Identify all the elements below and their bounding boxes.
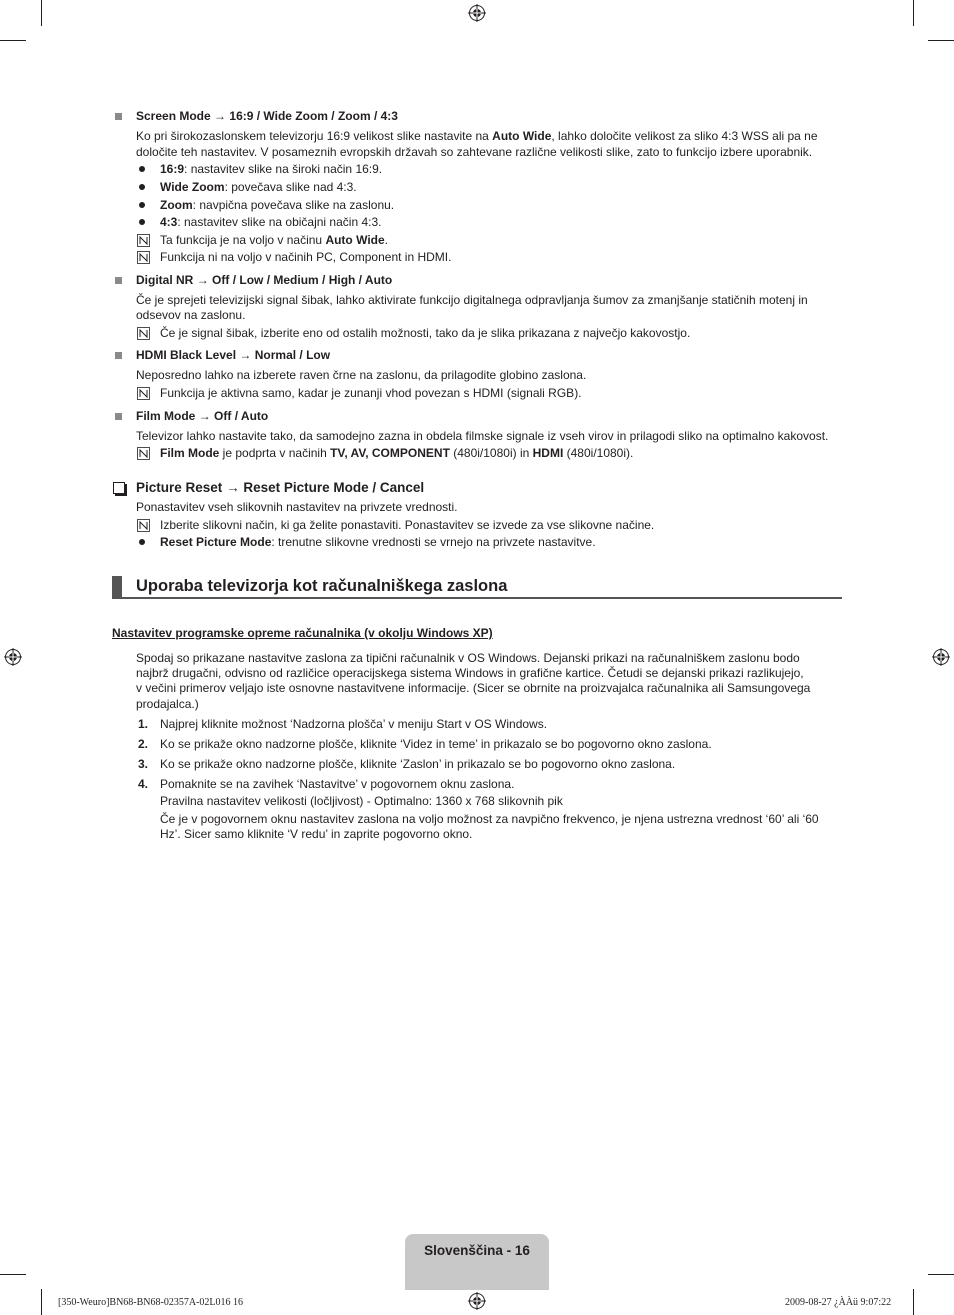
step-text: Najprej kliknite možnost ‘Nadzorna plošča’ v meniju Start v OS Windows.: [160, 717, 548, 731]
step-text: Ko se prikaže okno nadzorne plošče, kliknite ‘Zaslon’ in prikazalo se bo pogovorno okno zaslona.: [160, 757, 676, 771]
step-number: 2.: [138, 737, 149, 751]
note-text: Funkcija je aktivna samo, kadar je zunanji vhod povezan s HDMI (signali RGB).: [160, 386, 582, 400]
section-title: Uporaba televizorja kot računalniškega zaslona: [136, 577, 508, 595]
film-mode-heading: Film Mode → Off / Auto: [136, 409, 269, 423]
footer-right: 2009-08-27 ¿ÀÀü 9:07:22: [785, 1297, 892, 1308]
section-marker: [112, 576, 122, 598]
registration-mark-icon: [932, 648, 950, 666]
bullet-dot-icon: [139, 184, 145, 190]
crop-mark: [41, 1289, 42, 1315]
section-divider: [112, 597, 842, 599]
list-item: Reset Picture Mode: trenutne slikovne vrednosti se vrnejo na privzete nastavitve.: [160, 535, 596, 549]
list-item: Wide Zoom: povečava slike nad 4:3.: [160, 180, 357, 194]
footer-left: [350-Weuro]BN68-BN68-02357A-02L016 16: [58, 1297, 243, 1308]
step-number: 3.: [138, 757, 149, 771]
note-text: Funkcija ni na voljo v načinih PC, Component in HDMI.: [160, 250, 452, 264]
step-text: Hz’. Sicer samo kliknite ‘V redu’ in zaprite pogovorno okno.: [160, 827, 473, 841]
step-number: 4.: [138, 777, 149, 791]
list-item: Zoom: navpična povečava slike na zaslonu.: [160, 198, 395, 212]
square-bullet-icon: [115, 277, 122, 284]
crop-mark: [913, 0, 914, 26]
picture-reset-heading: Picture Reset → Reset Picture Mode / Cancel: [136, 480, 425, 495]
note-text: Ta funkcija je na voljo v načinu Auto Wide.: [160, 233, 388, 247]
film-mode-paragraph: Televizor lahko nastavite tako, da samodejno zazna in obdela filmske signale iz vseh virov in prilagodi sliko na optimalno kakovost.: [136, 429, 829, 443]
square-bullet-icon: [115, 113, 122, 120]
note-icon: [137, 519, 150, 532]
note-icon: [137, 251, 150, 264]
step-text: Pravilna nastavitev velikosti (ločljivost) - Optimalno: 1360 x 768 slikovnih pik: [160, 794, 563, 808]
note-icon: [137, 447, 150, 460]
bullet-dot-icon: [139, 539, 145, 545]
digital-nr-paragraph: odsevov na zaslonu.: [136, 308, 246, 322]
square-bullet-icon: [115, 352, 122, 359]
note-icon: [137, 327, 150, 340]
step-text: Če je v pogovornem oknu nastavitev zaslona na voljo možnost za navpično frekvenco, je njena ustrezna vrednost ‘60’ ali ‘60: [160, 812, 819, 826]
intro-line: Spodaj so prikazane nastavitve zaslona za tipični računalnik v OS Windows. Dejanski prikazi na računalniškem zaslonu bodo: [136, 651, 800, 665]
note-icon: [137, 234, 150, 247]
digital-nr-paragraph: Če je sprejeti televizijski signal šibak, lahko aktivirate funkcijo digitalnega odpravljanja šumov za zmanjšanje statičnih motenj in: [136, 293, 808, 307]
hdmi-black-level-paragraph: Neposredno lahko na izberete raven črne na zaslonu, da prilagodite globino zaslona.: [136, 368, 587, 382]
step-text: Ko se prikaže okno nadzorne plošče, kliknite ‘Videz in teme’ in prikazalo se bo pogovorno okno zaslona.: [160, 737, 712, 751]
intro-line: prodajalca.): [136, 697, 199, 711]
registration-mark-icon: [468, 4, 486, 22]
crop-mark: [928, 1274, 954, 1275]
registration-mark-icon: [4, 648, 22, 666]
registration-mark-icon: [468, 1292, 486, 1310]
picture-reset-paragraph: Ponastavitev vseh slikovnih nastavitev na privzete vrednosti.: [136, 500, 458, 514]
step-number: 1.: [138, 717, 149, 731]
intro-line: v večini primerov veljajo iste osnovne nastavitvene informacije. (Sicer se obrnite na proizvajalca računalnika ali Samsungovega: [136, 681, 811, 695]
screen-mode-paragraph: določite teh nastavitev. V posameznih evropskih državah so zahtevane različne velikosti slike, zato to funkcijo izbere uporabnik.: [136, 145, 813, 159]
crop-mark: [928, 40, 954, 41]
intro-line: najbrž drugačni, odvisno od različice operacijskega sistema Windows in grafične kartice. Četudi se dejanski prikazi razlikujejo,: [136, 666, 804, 680]
crop-mark: [41, 0, 42, 26]
checkbox-bullet-icon: [113, 482, 125, 494]
square-bullet-icon: [115, 413, 122, 420]
crop-mark: [0, 1274, 26, 1275]
list-item: 16:9: nastavitev slike na široki način 16:9.: [160, 162, 383, 176]
note-icon: [137, 387, 150, 400]
section-subheading: Nastavitev programske opreme računalnika (v okolju Windows XP): [112, 626, 493, 640]
step-text: Pomaknite se na zavihek ‘Nastavitve’ v pogovornem oknu zaslona.: [160, 777, 515, 791]
bullet-dot-icon: [139, 219, 145, 225]
note-text: Izberite slikovni način, ki ga želite ponastaviti. Ponastavitev se izvede za vse slikovne načine.: [160, 518, 655, 532]
note-text: Film Mode je podprta v načinih TV, AV, COMPONENT (480i/1080i) in HDMI (480i/1080i).: [160, 446, 634, 460]
crop-mark: [913, 1289, 914, 1315]
hdmi-black-level-heading: HDMI Black Level → Normal / Low: [136, 348, 331, 362]
screen-mode-paragraph: Ko pri širokozaslonskem televizorju 16:9 velikost slike nastavite na Auto Wide, lahko določite velikost za sliko 4:3 WSS ali pa ne: [136, 129, 818, 143]
crop-mark: [0, 40, 26, 41]
bullet-dot-icon: [139, 202, 145, 208]
list-item: 4:3: nastavitev slike na običajni način 4:3.: [160, 215, 382, 229]
bullet-dot-icon: [139, 166, 145, 172]
screen-mode-heading: Screen Mode → 16:9 / Wide Zoom / Zoom / 4:3: [136, 109, 398, 123]
digital-nr-heading: Digital NR → Off / Low / Medium / High / Auto: [136, 273, 393, 287]
page-number: Slovenščina - 16: [424, 1243, 530, 1258]
note-text: Če je signal šibak, izberite eno od ostalih možnosti, tako da je slika prikazana z največjo kakovostjo.: [160, 326, 691, 340]
